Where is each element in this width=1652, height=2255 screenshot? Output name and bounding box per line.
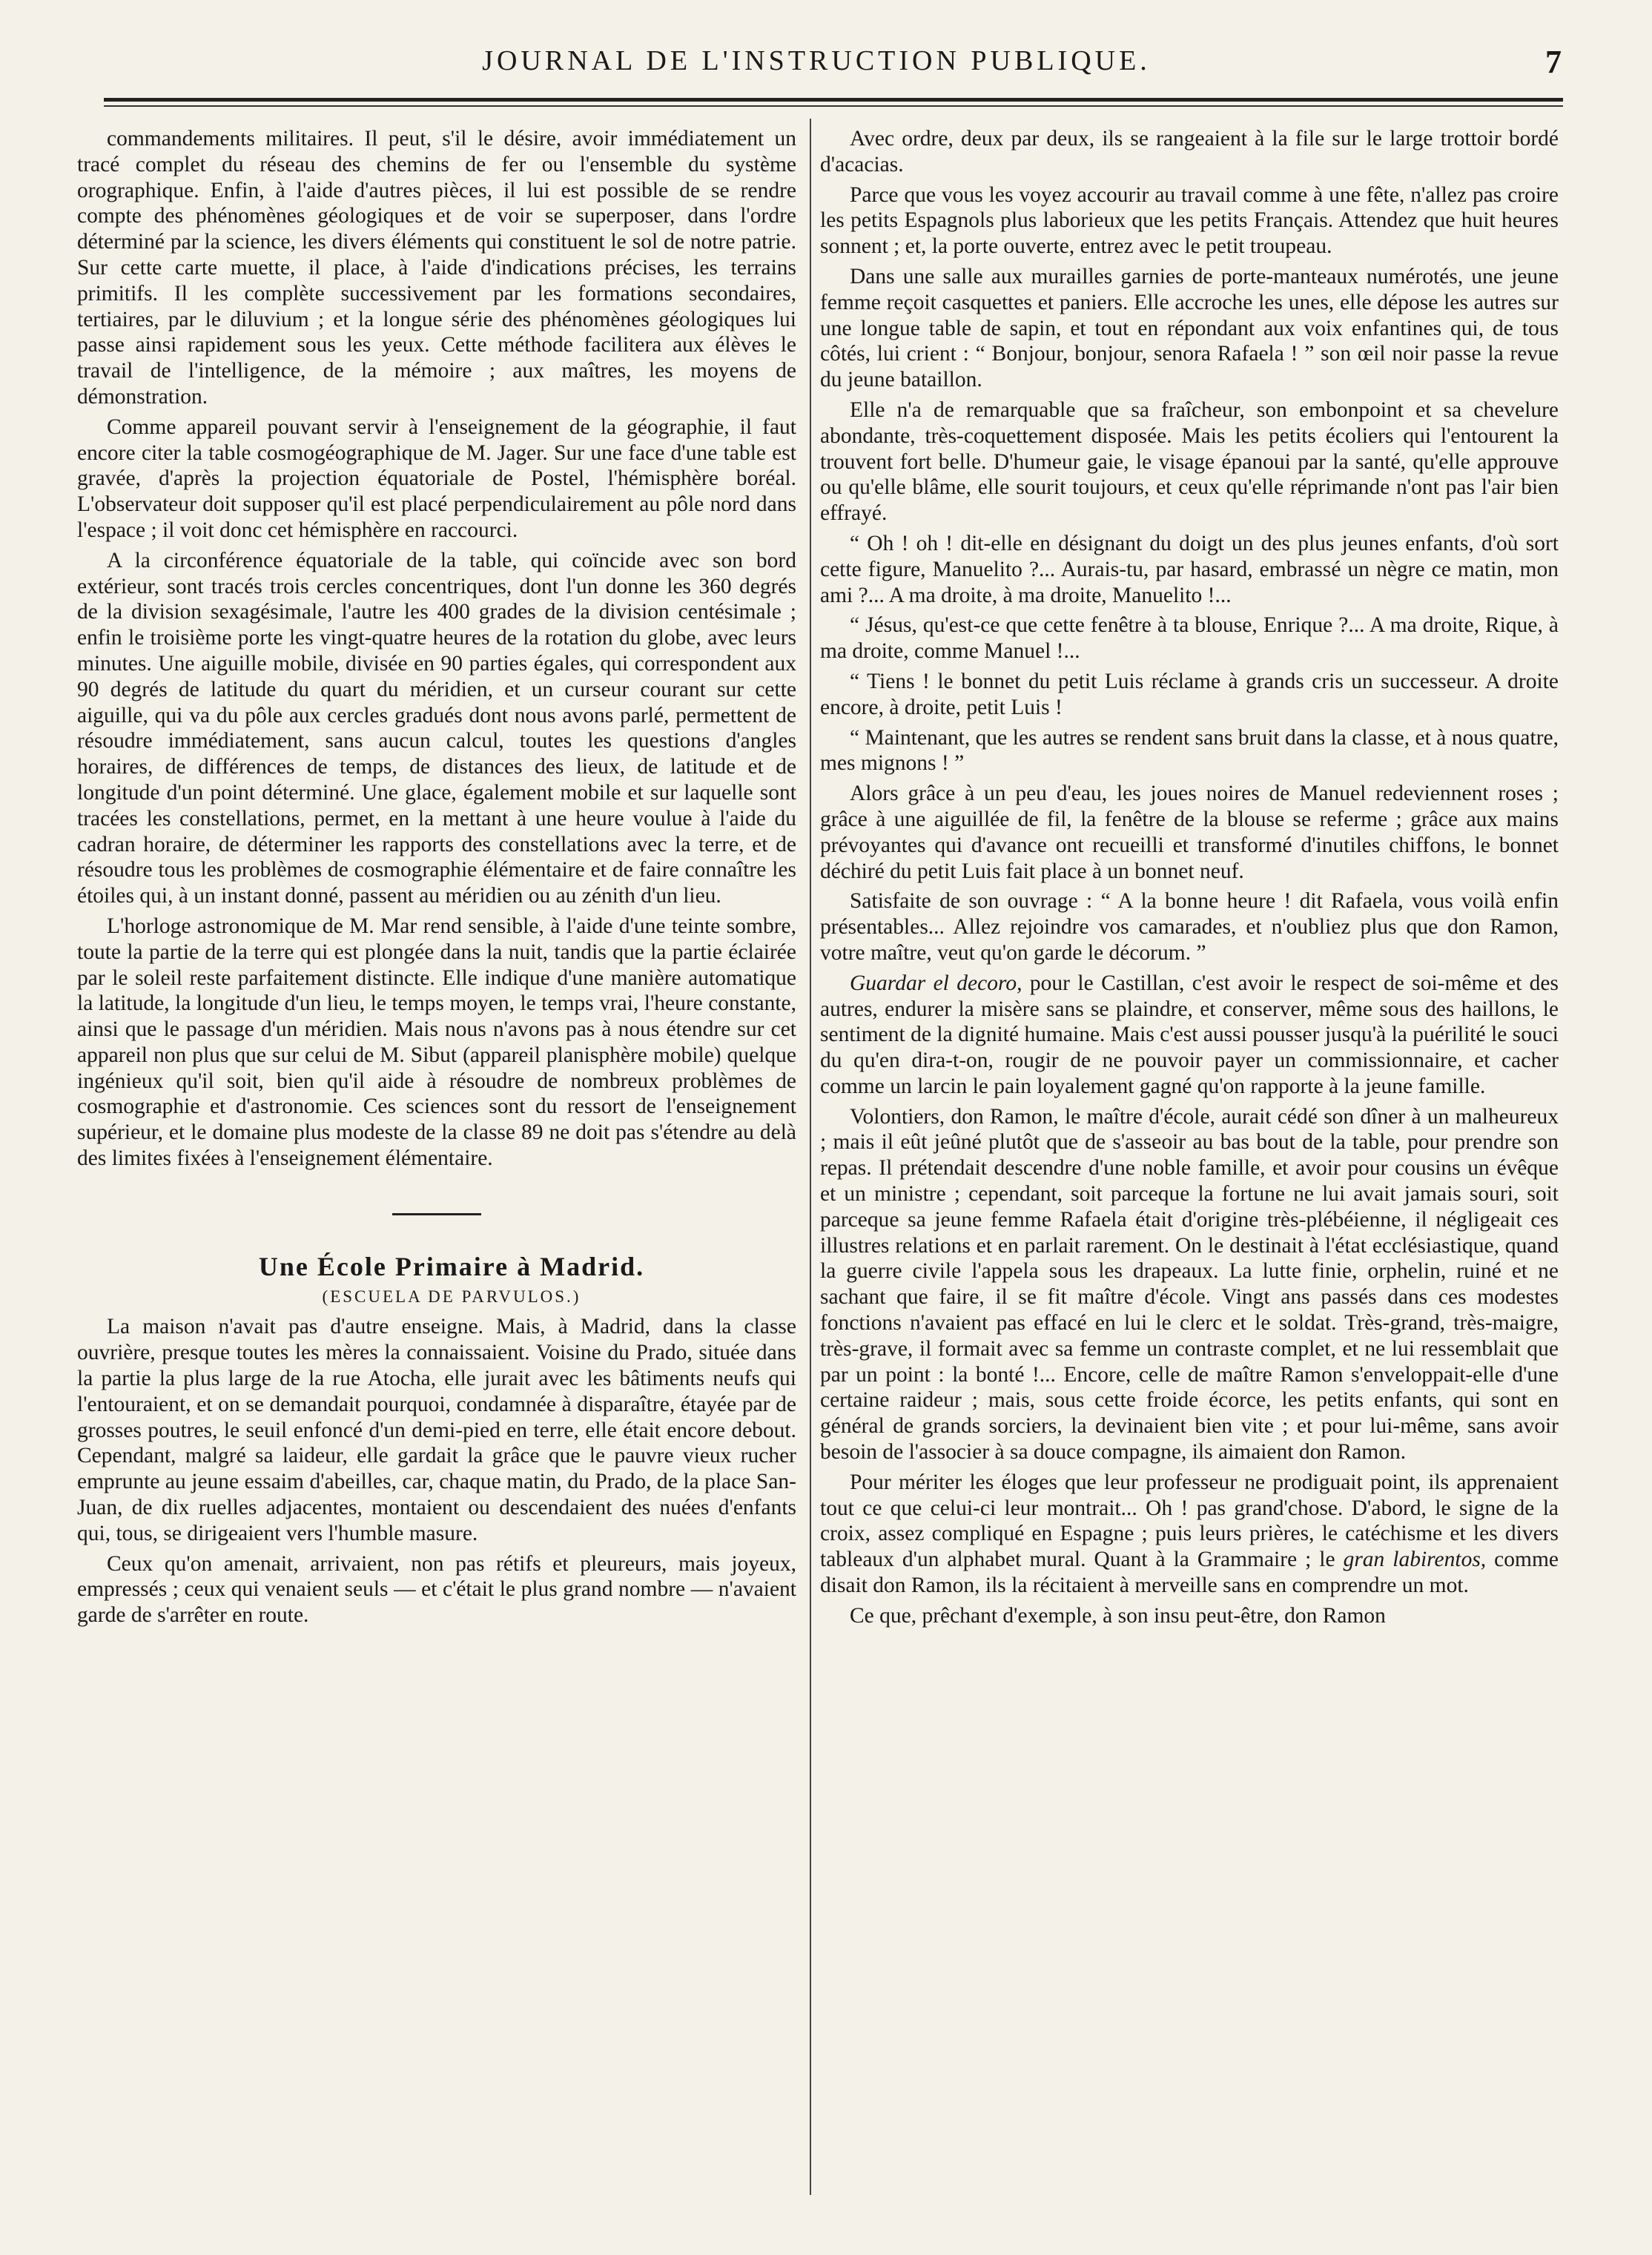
paragraph: Ce que, prêchant d'exemple, à son insu peut-être, don Ramon bbox=[850, 1603, 1386, 1628]
journal-title: JOURNAL DE L'INSTRUCTION PUBLIQUE. bbox=[482, 45, 1151, 76]
paragraph: La maison n'avait pas d'autre enseigne. Mais, à Madrid, dans la classe ouvrière, presque toutes les mères la connaissaient. Voisine du Prado, située dans la partie la plus large de la rue Atocha, elle jurait avec les bâtiments neufs qui l'entouraient, et on se demandait pourquoi, condamnée à disparaître, étayée par de grosses poutres, le seuil enfoncé d'un demi-pied en terre, elle était encore debout. Cependant, malgré sa laideur, elle gardait la grâce que le pauvre vieux rucher emprunte au jeune essaim d'abeilles, car, chaque matin, du Prado, de la place San-Juan, de dix ruelles adjacentes, montaient ou descendaient des nuées d'enfants qui, tous, se dirigeaient vers l'humble masure. bbox=[77, 1315, 796, 1545]
paragraph-text: pour le Castillan, c'est avoir le respect de soi-même et des autres, endurer la misère sans se plaindre, et conserver, même sous des haillons, le sentiment de la dignité humaine. Mais c'est aussi pousser jusqu'à la puérilité le souci du qu'en dira-t-on, rougir de ne pouvoir payer un commissionnaire, et cacher comme un larcin le pain loyalement gagné qu'on rapporte à la jeune famille. bbox=[820, 971, 1559, 1098]
paragraph: Elle n'a de remarquable que sa fraîcheur, son embonpoint et sa chevelure abondante, très-coquettement disposée. Mais les petits écoliers qui l'entourent la trouvent fort belle. D'humeur gaie, le visage épanoui par la santé, qu'elle approuve ou qu'elle blâme, elle sourit toujours, et ceux qu'elle réprimande n'ont pas l'air bien effrayé. bbox=[820, 397, 1559, 526]
paragraph: A la circonférence équatoriale de la table, qui coïncide avec son bord extérieur, sont tracés trois cercles concentriques, dont l'un donne les 360 degrés de la division sexagésimale, l'autre les 400 grades de la division centésimale ; enfin le troisième porte les vingt-quatre heures de la rotation du globe, avec leurs minutes. Une aiguille mobile, divisée en 90 parties égales, qui correspondent aux 90 degrés de latitude du quart du méridien, et un curseur courant sur cette aiguille, qui va du pôle aux cercles gradués dont nous avons parlé, permettent de résoudre immédiatement, sans aucun calcul, toutes les questions d'angles horaires, de différences de temps, de distances des lieux, de latitude et de longitude d'un point déterminé. Une glace, également mobile et sur laquelle sont tracées les constellations, permet, en la mettant à une heure voulue à l'aide du cadran horaire, de déterminer les rapports des constellations avec la terre, et de résoudre tous les problèmes de cosmographie élémentaire et de faire connaître les étoiles qui, à un instant donné, passent au méridien ou au zénith d'un lieu. bbox=[77, 548, 796, 908]
section-subtitle: (ESCUELA DE PARVULOS.) bbox=[322, 1287, 581, 1306]
paragraph: Alors grâce à un peu d'eau, les joues noires de Manuel redeviennent roses ; grâce à une aiguillée de fil, la fenêtre de la blouse se referme ; grâce aux mains prévoyantes qui d'avance ont recueilli et transformé d'inutiles chiffons, le bonnet déchiré du petit Luis fait place à un bonnet neuf. bbox=[820, 782, 1559, 883]
header-rule-thick bbox=[104, 98, 1563, 102]
paragraph: Ceux qu'on amenait, arrivaient, non pas rétifs et pleureurs, mais joyeux, empressés ; ceux qui venaient seuls — et c'était le plus grand nombre — n'avaient garde de s'arrêter en route. bbox=[77, 1551, 796, 1628]
italic-phrase: Guardar el decoro, bbox=[850, 971, 1022, 995]
left-column bbox=[77, 126, 796, 1628]
paragraph: Dans une salle aux murailles garnies de porte-manteaux numérotés, une jeune femme reçoit casquettes et paniers. Elle accroche les unes, elle dépose les autres sur une longue table de sapin, et tout en répondant aux voix enfantines qui, de tous côtés, lui crient : “ Bonjour, bonjour, senora Rafaela ! ” son œil noir passe la revue du jeune bataillon. bbox=[820, 264, 1559, 392]
column-divider bbox=[810, 119, 811, 2195]
paragraph: “ Tiens ! le bonnet du petit Luis réclame à grands cris un successeur. A droite encore, à droite, petit Luis ! bbox=[820, 669, 1559, 719]
header-rule-thin bbox=[104, 105, 1563, 107]
paragraph: “ Maintenant, que les autres se rendent sans bruit dans la classe, et à nous quatre, mes mignons ! ” bbox=[820, 725, 1559, 776]
paragraph-text: Pour mériter les éloges que leur professeur ne prodiguait point, ils apprenaient tout ce que celui-ci leur montrait... Oh ! pas grand'chose. D'abord, le signe de la croix, assez compliqué en Espagne ; puis leurs prières, le catéchisme et les divers tableaux d'un alphabet mural. Quant à la Grammaire ; le bbox=[820, 1470, 1559, 1572]
paragraph: L'horloge astronomique de M. Mar rend sensible, à l'aide d'une teinte sombre, toute la partie de la terre qui est plongée dans la nuit, tandis que la partie éclairée par le soleil reste parfaitement distincte. Elle indique d'une manière automatique la latitude, la longitude d'un lieu, le temps moyen, le temps vrai, l'heure constante, ainsi que le passage d'un méridien. Mais nous n'avons pas à nous étendre sur cet appareil non plus que sur celui de M. Sibut (appareil planisphère mobile) quelque ingénieux qu'il soit, bien qu'il aide à résoudre de nombreux problèmes de cosmographie et d'astronomie. Ces sciences sont du ressort de l'enseignement supérieur, et le domaine plus modeste de la classe 89 ne doit pas s'étendre au delà des limites fixées à l'enseignement élémentaire. bbox=[77, 914, 796, 1171]
paragraph: “ Jésus, qu'est-ce que cette fenêtre à ta blouse, Enrique ?... A ma droite, Rique, à ma droite, comme Manuel !... bbox=[820, 613, 1559, 664]
section-divider bbox=[392, 1213, 481, 1215]
paragraph: commandements militaires. Il peut, s'il le désire, avoir immédiatement un tracé complet du réseau des chemins de fer ou l'ensemble du système orographique. Enfin, à l'aide d'autres pièces, il lui est possible de se rendre compte des phénomènes géologiques et de voir se superposer, dans l'ordre déterminé par la science, les divers éléments qui constituent le sol de notre patrie. Sur cette carte muette, il place, à l'aide d'indications précises, les terrains primitifs. Il les complète successivement par les formations secondaires, tertiaires, par le diluvium ; et la longue série des phénomènes géologiques lui passe ainsi rapidement sous les yeux. Cette méthode facilitera aux élèves le travail de l'intelligence, de la mémoire ; aux maîtres, les moyens de démonstration. bbox=[77, 127, 796, 409]
paragraph-text: comme disait don Ramon, ils la récitaient à merveille sans en comprendre un mot. bbox=[820, 1548, 1559, 1598]
section-title: Une École Primaire à Madrid. bbox=[258, 1251, 645, 1281]
paragraph: Comme appareil pouvant servir à l'enseignement de la géographie, il faut encore citer la table cosmogéographique de M. Jager. Sur une face d'une table est gravée, d'après la projection équatoriale de Postel, l'hémisphère boréal. L'observateur doit supposer qu'il est placé perpendiculairement au pôle nord dans l'espace ; il voit donc cet hémisphère en raccourci. bbox=[77, 415, 796, 542]
paragraph: Volontiers, don Ramon, le maître d'école, aurait cédé son dîner à un malheureux ; mais il eût jeûné plutôt que de s'asseoir au bas bout de la table, pour prendre son repas. Il prétendait descendre d'une noble famille, et avoir pour cousins un évêque et un ministre ; cependant, soit parceque la fortune ne lui avait jamais souri, soit parceque sa jeune femme Rafaela était d'origine très-plébéienne, il négligeait ces illustres relations et en parlait rarement. On le destinait à l'état ecclésiastique, quand la guerre civile l'appela sous les drapeaux. La lutte finie, orphelin, ruiné et ne sachant que faire, il se fit maître d'école. Vingt ans passés dans ces modestes fonctions n'avaient pas effacé en lui le clerc et le soldat. Très-grand, très-maigre, très-grave, il formait avec sa femme un contraste complet, et ne lui ressemblait que par un point : la bonté !... Encore, celle de maître Ramon s'enveloppait-elle d'une certaine raideur ; mais, sous cette froide écorce, les petits enfants, qui sont en général de grands sorciers, la devinaient bien vite ; et pour lui-même, sans avoir besoin de l'associer à sa douce compagne, ils aimaient don Ramon. bbox=[820, 1104, 1559, 1465]
paragraph-guardar bbox=[820, 971, 1559, 1100]
italic-phrase: gran labirentos, bbox=[1343, 1548, 1487, 1572]
page-header bbox=[71, 44, 1562, 96]
paragraph: “ Oh ! oh ! dit-elle en désignant du doigt un des plus jeunes enfants, d'où sort cette figure, Manuelito ?... Aurais-tu, par hasard, embrassé un nègre ce matin, mon ami ?... A ma droite, à ma droite, Manuelito !... bbox=[820, 531, 1559, 607]
paragraph: Parce que vous les voyez accourir au travail comme à une fête, n'allez pas croire les petits Espagnols plus laborieux que les petits Français. Attendez que huit heures sonnent ; et, la porte ouverte, entrez avec le petit troupeau. bbox=[820, 182, 1559, 259]
paragraph-grammar bbox=[820, 1470, 1559, 1599]
paragraph: Satisfaite de son ouvrage : “ A la bonne heure ! dit Rafaela, vous voilà enfin présentables... Allez rejoindre vos camarades, et n'oubliez plus que don Ramon, votre maître, veut qu'on garde le décorum. ” bbox=[820, 889, 1559, 965]
paragraph: Avec ordre, deux par deux, ils se rangeaient à la file sur le large trottoir bordé d'acacias. bbox=[820, 127, 1559, 176]
page-number: 7 bbox=[1545, 44, 1562, 80]
right-column bbox=[820, 126, 1559, 1629]
